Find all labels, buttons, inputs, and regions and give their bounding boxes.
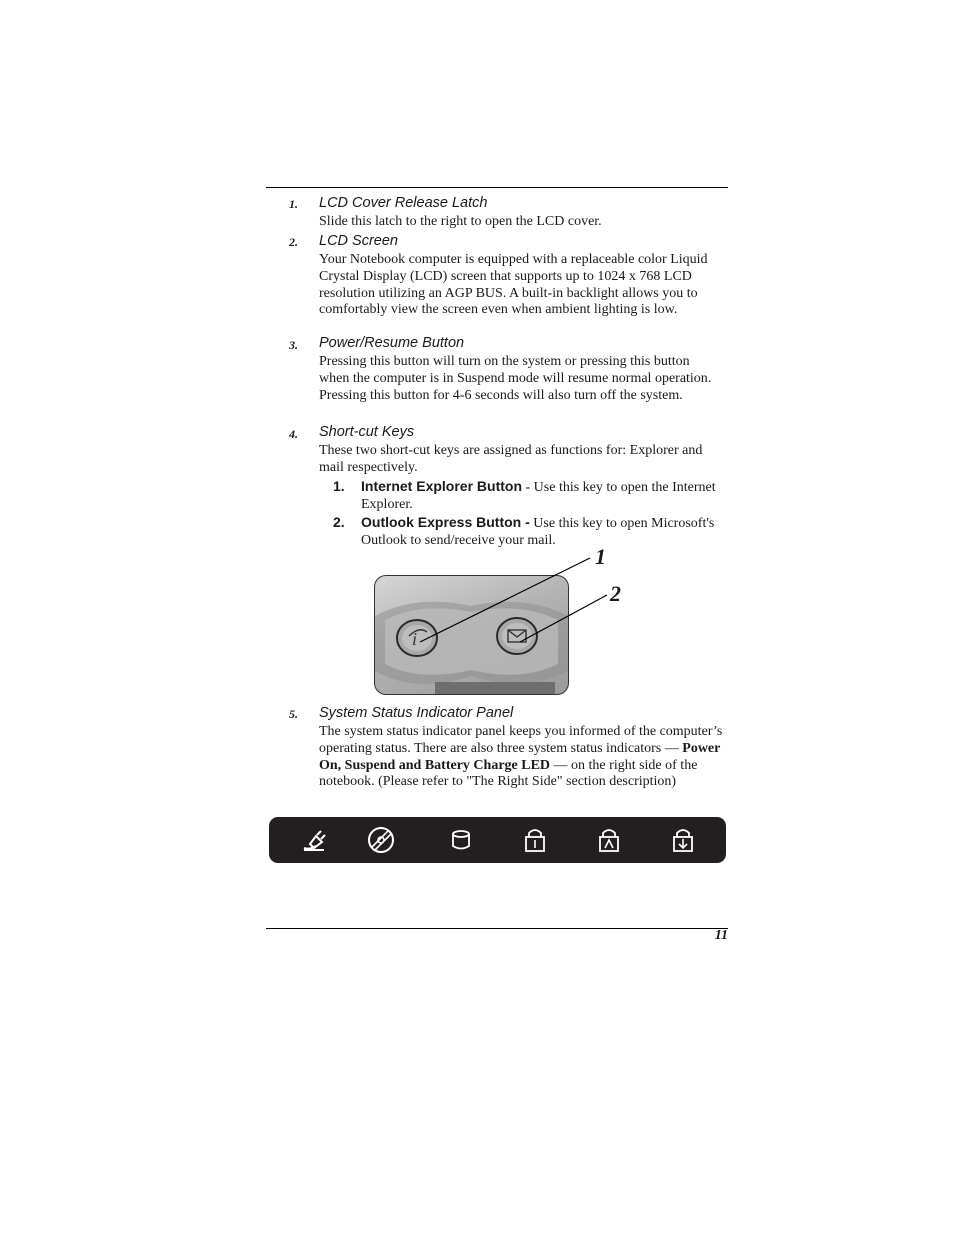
item-heading: LCD Cover Release Latch xyxy=(319,195,488,211)
top-rule xyxy=(266,187,728,188)
sub-item xyxy=(333,478,725,513)
item-number: 1. xyxy=(289,197,298,211)
svg-text:i: i xyxy=(412,629,418,649)
item-heading: Short-cut Keys xyxy=(319,424,415,440)
item-number: 2. xyxy=(289,235,298,249)
item-number: 3. xyxy=(289,338,298,352)
caps-lock-icon xyxy=(595,826,623,854)
callout-label: 2 xyxy=(610,581,621,606)
item-description: Slide this latch to the right to open the LCD cover. xyxy=(319,214,602,229)
callout-lines xyxy=(400,550,615,650)
sub-item-term: Outlook Express Button - xyxy=(361,514,530,530)
page-number: 11 xyxy=(714,928,728,943)
item-description: Pressing this button will turn on the system or pressing this button when the computer is in Suspend mode will resume normal operation. Pressing this button for 4-6 seconds will also turn off the system. xyxy=(319,354,712,403)
status-indicator-panel xyxy=(269,817,726,863)
sub-item-term: Internet Explorer Button xyxy=(361,478,523,494)
scroll-lock-icon xyxy=(669,826,697,854)
hard-disk-icon xyxy=(447,826,475,854)
num-lock-icon xyxy=(521,826,549,854)
item-heading: System Status Indicator Panel xyxy=(319,705,514,721)
sub-item-number: 2. xyxy=(333,514,345,530)
item-description: Your Notebook computer is equipped with a replaceable color Liquid Crystal Display (LCD) screen that supports up to 1024 x 768 LCD resolution utilizing an AGP BUS. A built-in backlight allows you to comfortably view the screen even when ambient lighting is low. xyxy=(319,252,708,318)
item-heading: Power/Resume Button xyxy=(319,335,465,351)
led-indicators-term: Power On, Suspend and Battery Charge LED xyxy=(319,740,721,773)
bottom-rule xyxy=(266,928,728,929)
item-description: These two short-cut keys are assigned as functions for: Explorer and mail respectively. xyxy=(319,443,703,475)
ac-power-plug-icon xyxy=(300,826,328,854)
sub-item-text: - Use this key to open the Internet Explorer. xyxy=(361,480,716,512)
description-text: — on the right side of the notebook. (Please refer to "The Right Side" section description) xyxy=(319,757,698,790)
item-number: 5. xyxy=(289,707,298,721)
item-number: 4. xyxy=(289,427,298,441)
item-description xyxy=(319,724,723,791)
callout-label: 1 xyxy=(595,544,606,569)
sub-item-number: 1. xyxy=(333,478,345,494)
item-heading: LCD Screen xyxy=(319,233,398,249)
description-text: The system status indicator panel keeps you informed of the computer’s operating status. There are also three system status indicators — xyxy=(319,724,723,756)
sub-item-text: Use this key to open Microsoft's Outlook to send/receive your mail. xyxy=(361,516,715,548)
cd-rom-icon xyxy=(367,826,395,854)
sub-item xyxy=(333,514,725,549)
